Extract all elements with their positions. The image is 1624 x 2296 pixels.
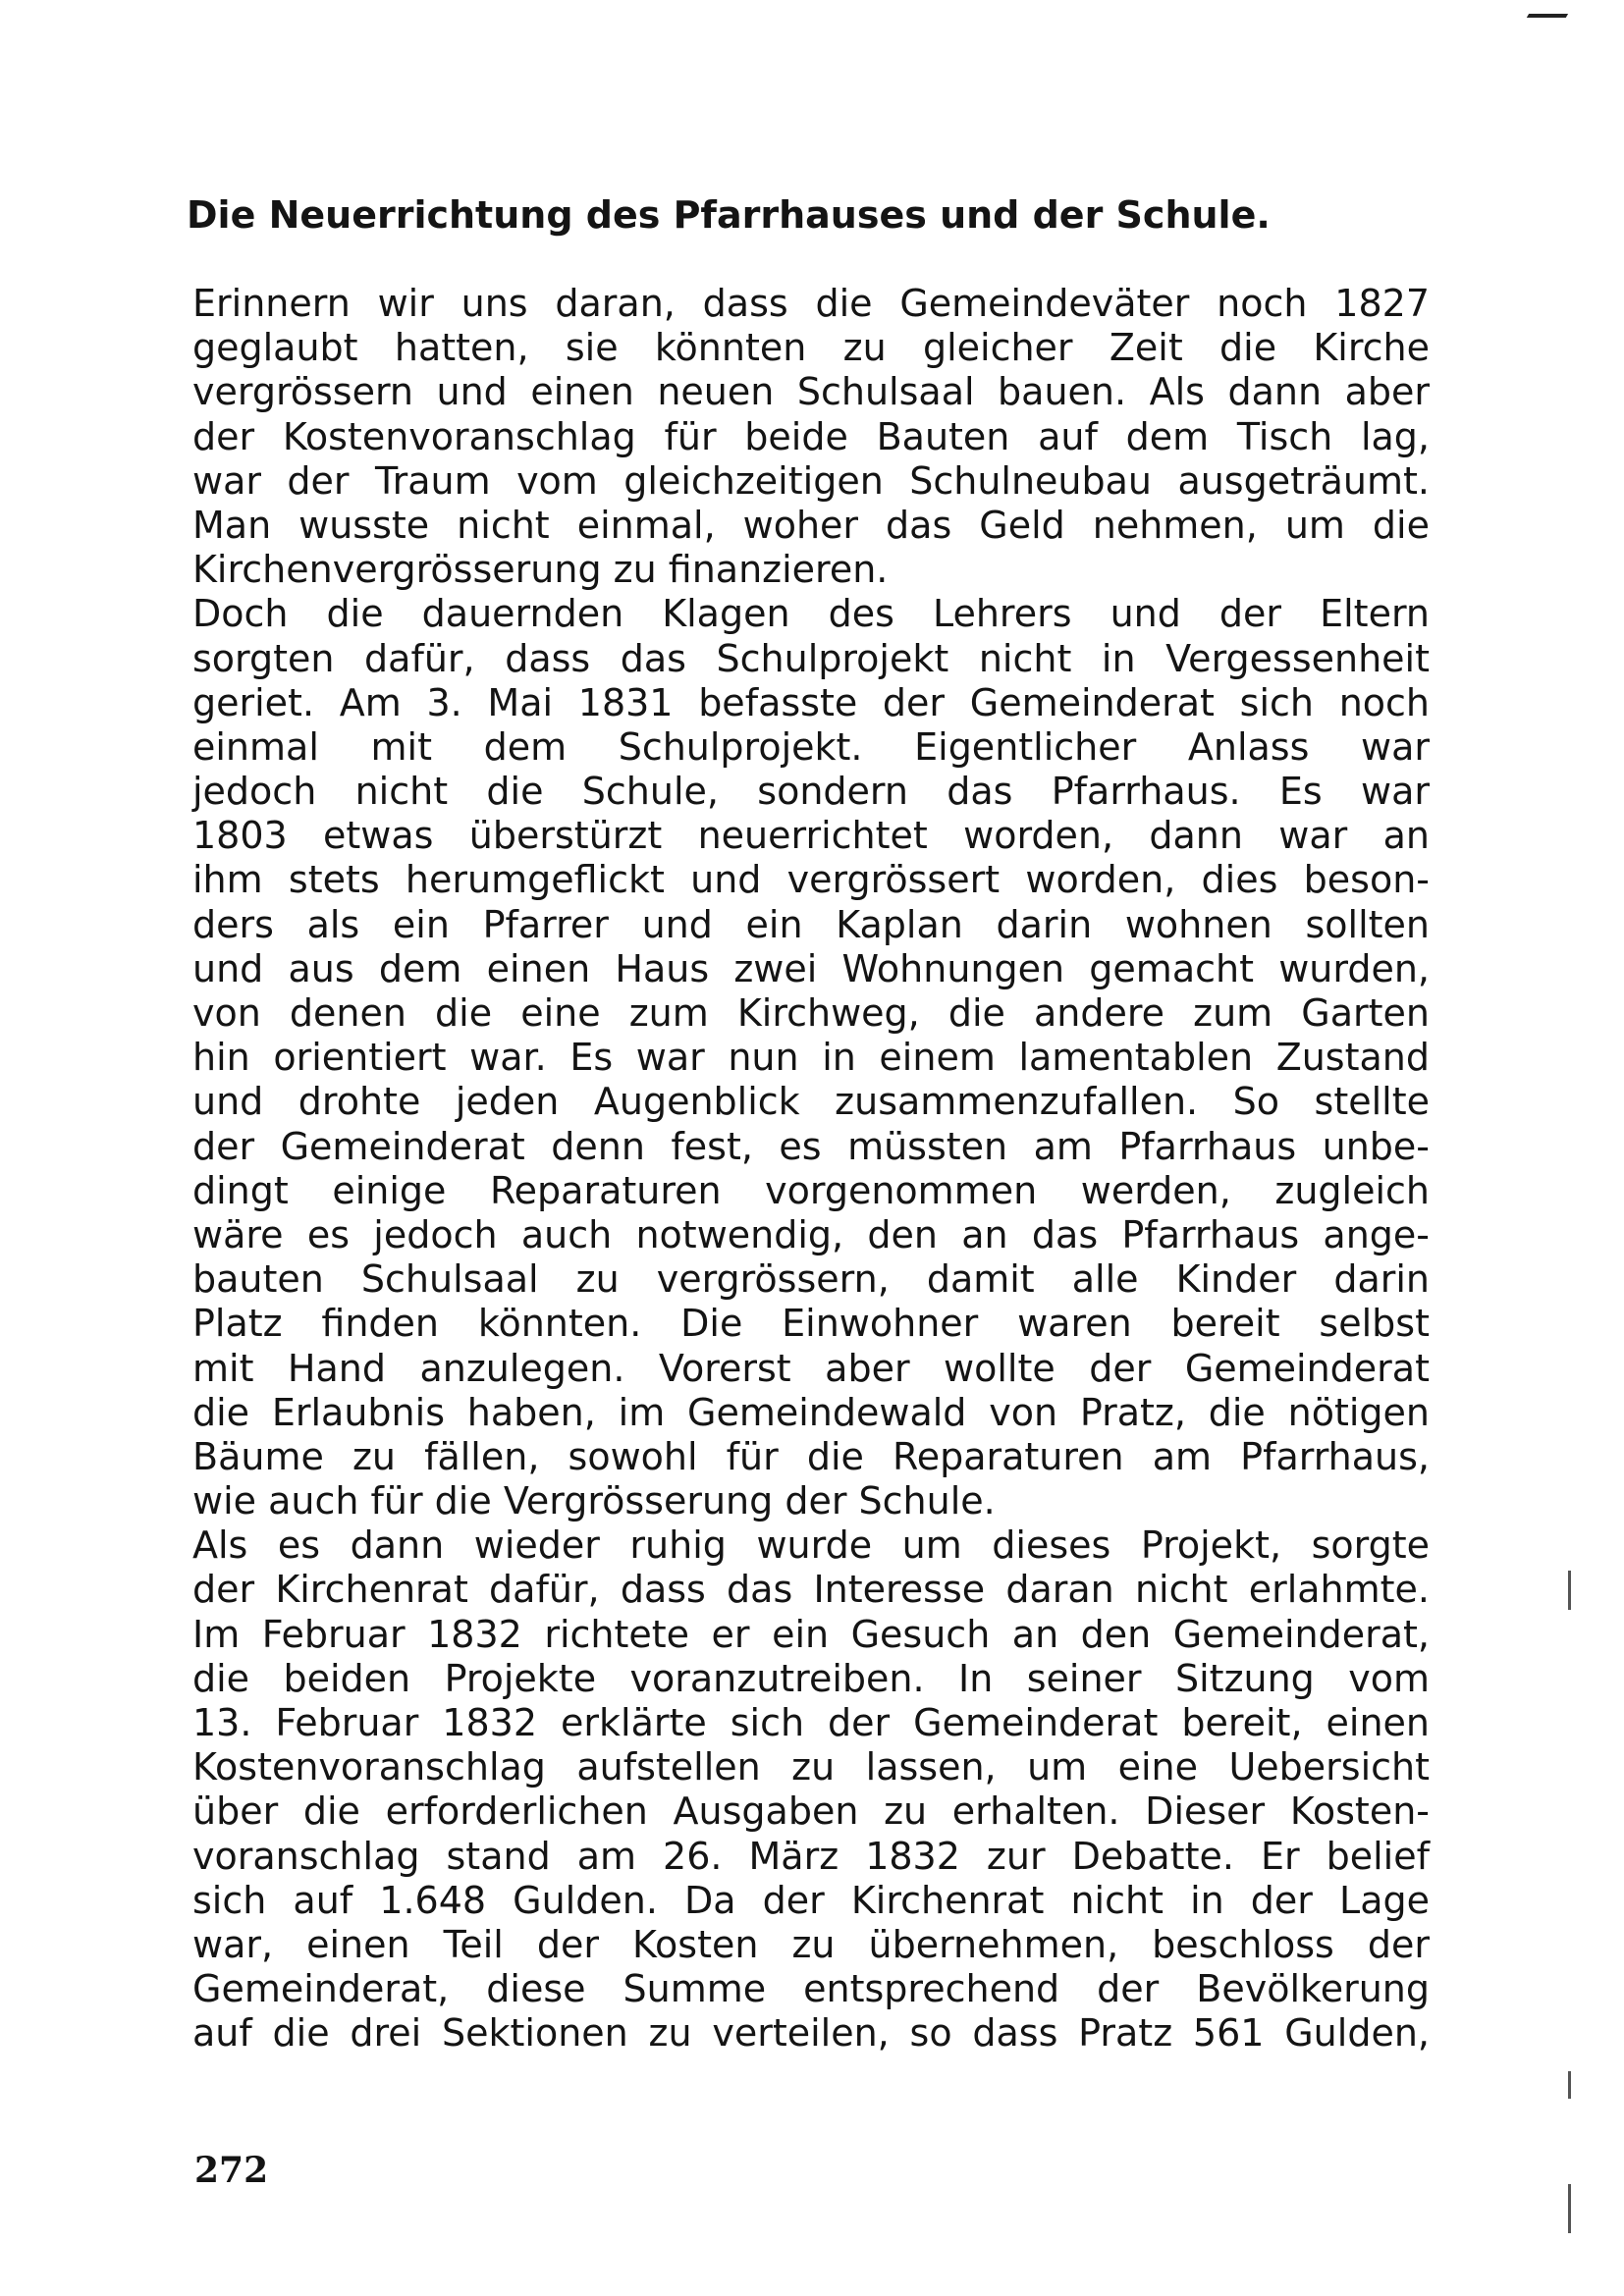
text-line: Als es dann wieder ruhig wurde um dieses Projekt, sorgte <box>192 1523 1430 1568</box>
text-line: war, einen Teil der Kosten zu übernehmen, beschloss der <box>192 1922 1430 1966</box>
text-line: Gemeinderat, diese Summe entsprechend der Bevölkerung <box>192 1967 1430 2011</box>
text-line: war der Traum vom gleichzeitigen Schulneubau ausgeträumt. <box>192 458 1430 503</box>
text-line: über die erforderlichen Ausgaben zu erhalten. Dieser Kosten- <box>192 1789 1430 1834</box>
text-line: Doch die dauernden Klagen des Lehrers und der Eltern <box>192 592 1430 636</box>
text-line: dingt einige Reparaturen vorgenommen werden, zugleich <box>192 1168 1430 1212</box>
text-line: 1803 etwas überstürzt neuerrichtet worden, dann war an <box>192 814 1430 858</box>
text-line: die Erlaubnis haben, im Gemeindewald von Pratz, die nötigen <box>192 1390 1430 1434</box>
text-line: vergrössern und einen neuen Schulsaal bauen. Als dann aber <box>192 370 1430 414</box>
text-line: sorgten dafür, dass das Schulprojekt nicht in Vergessenheit <box>192 636 1430 680</box>
text-line: ders als ein Pfarrer und ein Kaplan darin wohnen sollten <box>192 902 1430 946</box>
text-line: Im Februar 1832 richtete er ein Gesuch an den Gemeinderat, <box>192 1612 1430 1656</box>
text-line: hin orientiert war. Es war nun in einem lamentablen Zustand <box>192 1036 1430 1080</box>
text-line: Kostenvoranschlag aufstellen zu lassen, um eine Uebersicht <box>192 1745 1430 1789</box>
text-line: 13. Februar 1832 erklärte sich der Gemeinderat bereit, einen <box>192 1701 1430 1744</box>
text-line: Kirchenvergrösserung zu finanzieren. <box>192 548 889 592</box>
text-line: ihm stets herumgeflickt und vergrössert worden, dies beson- <box>192 858 1430 902</box>
text-line: wäre es jedoch auch notwendig, den an das Pfarrhaus ange- <box>192 1212 1430 1256</box>
section-title: Die Neuerrichtung des Pfarrhauses und der Schule. <box>187 193 1271 237</box>
text-line: die beiden Projekte voranzutreiben. In seiner Sitzung vom <box>192 1656 1430 1700</box>
text-line: voranschlag stand am 26. März 1832 zur Debatte. Er belief <box>192 1834 1430 1878</box>
text-line: der Kirchenrat dafür, dass das Interesse daran nicht erlahmte. <box>192 1568 1430 1612</box>
text-line: mit Hand anzulegen. Vorerst aber wollte der Gemeinderat <box>192 1346 1430 1390</box>
text-line: Erinnern wir uns daran, dass die Gemeindeväter noch 1827 <box>192 282 1430 325</box>
text-line: geriet. Am 3. Mai 1831 befasste der Gemeinderat sich noch <box>192 680 1430 724</box>
text-line: Man wusste nicht einmal, woher das Geld nehmen, um die <box>192 503 1430 547</box>
scan-edge-line <box>1568 2071 1571 2099</box>
text-line: sich auf 1.648 Gulden. Da der Kirchenrat nicht in der Lage <box>192 1878 1430 1922</box>
text-line: einmal mit dem Schulprojekt. Eigentlicher Anlass war <box>192 724 1430 769</box>
text-line: Platz finden könnten. Die Einwohner waren bereit selbst <box>192 1302 1430 1346</box>
text-line: Bäume zu fällen, sowohl für die Reparaturen am Pfarrhaus, <box>192 1434 1430 1478</box>
text-line: bauten Schulsaal zu vergrössern, damit alle Kinder darin <box>192 1257 1430 1302</box>
scan-edge-mark <box>1527 0 1576 18</box>
scan-edge-line <box>1568 2184 1571 2233</box>
text-line: wie auch für die Vergrösserung der Schule. <box>192 1479 996 1523</box>
text-line: geglaubt hatten, sie könnten zu gleicher Zeit die Kirche <box>192 326 1430 370</box>
text-line: jedoch nicht die Schule, sondern das Pfarrhaus. Es war <box>192 770 1430 814</box>
text-line: auf die drei Sektionen zu verteilen, so dass Pratz 561 Gulden, <box>192 2011 1430 2056</box>
text-line: der Kostenvoranschlag für beide Bauten auf dem Tisch lag, <box>192 414 1430 458</box>
text-line: der Gemeinderat denn fest, es müssten am Pfarrhaus unbe- <box>192 1124 1430 1168</box>
page-number: 272 <box>194 2150 269 2191</box>
scan-edge-line <box>1568 1571 1571 1610</box>
text-line: und aus dem einen Haus zwei Wohnungen gemacht wurden, <box>192 946 1430 990</box>
text-line: und drohte jeden Augenblick zusammenzufallen. So stellte <box>192 1080 1430 1124</box>
body-text <box>192 282 1430 2056</box>
text-line: von denen die eine zum Kirchweg, die andere zum Garten <box>192 991 1430 1035</box>
